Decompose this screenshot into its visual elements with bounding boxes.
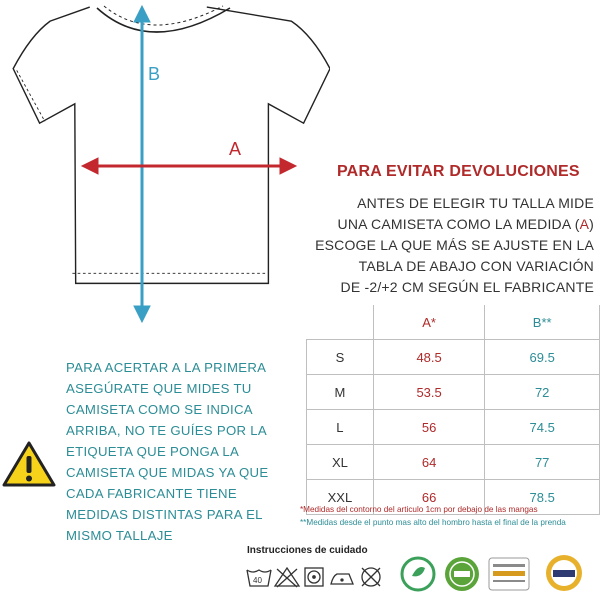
measure-a-cell: 66 xyxy=(373,480,485,515)
measure-a-arrow xyxy=(82,158,296,174)
size-cell: XL xyxy=(307,445,374,480)
note-line: CAMISETA COMO SE INDICA xyxy=(66,402,253,417)
table-row xyxy=(307,375,600,410)
oeko-tex-icon xyxy=(487,556,531,592)
measure-a-cell: 64 xyxy=(373,445,485,480)
iron-low-icon xyxy=(331,574,353,584)
measure-a-cell: 53.5 xyxy=(373,375,485,410)
vegan-cert-icon xyxy=(400,556,436,592)
svg-text:40: 40 xyxy=(253,576,262,585)
intro-line: UNA CAMISETA COMO LA MEDIDA (A) xyxy=(337,216,594,232)
tumble-dry-icon xyxy=(305,568,323,586)
tshirt-diagram xyxy=(0,0,330,330)
tshirt-collar xyxy=(97,8,230,32)
measure-b-arrow xyxy=(134,6,150,322)
footnote-a: *Medidas del contorno del articulo 1cm por debajo de las mangas xyxy=(300,505,538,514)
table-header-cell xyxy=(307,305,374,340)
table-header-cell: B** xyxy=(485,305,600,340)
note-line: ASEGÚRATE QUE MIDES TU xyxy=(66,381,252,396)
size-cell: S xyxy=(307,340,374,375)
table-row xyxy=(307,410,600,445)
table-row xyxy=(307,445,600,480)
measure-b-cell: 78.5 xyxy=(485,480,600,515)
table-row xyxy=(307,340,600,375)
intro-line: ESCOGE LA QUE MÁS SE AJUSTE EN LA xyxy=(315,237,594,253)
care-instructions-title: Instrucciones de cuidado xyxy=(247,545,368,556)
heading: PARA EVITAR DEVOLUCIONES xyxy=(337,163,580,180)
no-bleach-icon xyxy=(275,568,299,587)
wrap-cert-icon xyxy=(545,554,583,592)
intro-line: TABLA DE ABAJO CON VARIACIÓN xyxy=(358,258,594,274)
size-table xyxy=(306,305,600,515)
size-cell: L xyxy=(307,410,374,445)
measure-b-cell: 72 xyxy=(485,375,600,410)
note-line: ETIQUETA QUE PONGA LA xyxy=(66,444,240,459)
measure-b-cell: 69.5 xyxy=(485,340,600,375)
measure-b-cell: 77 xyxy=(485,445,600,480)
table-header-row xyxy=(307,305,600,340)
the-fruit-code-icon xyxy=(444,556,480,592)
no-dry-clean-icon xyxy=(362,568,380,586)
measure-a-cell: 48.5 xyxy=(373,340,485,375)
note-line: MEDIDAS DISTINTAS PARA EL xyxy=(66,507,263,522)
measure-b-cell: 74.5 xyxy=(485,410,600,445)
wash-40-icon xyxy=(247,570,271,586)
table-header-cell: A* xyxy=(373,305,485,340)
footnote-b: **Medidas desde el punto mas alto del hombro hasta el final de la prenda xyxy=(300,518,566,527)
intro-line: DE -2/+2 CM SEGÚN EL FABRICANTE xyxy=(340,279,594,295)
care-icons xyxy=(245,564,395,590)
size-cell: M xyxy=(307,375,374,410)
note-line: ARRIBA, NO TE GUÍES POR LA xyxy=(66,423,268,438)
measure-a-label: A xyxy=(229,139,242,159)
size-cell: XXL xyxy=(307,480,374,515)
note-line: CAMISETA QUE MIDAS YA QUE xyxy=(66,465,269,480)
note-line: PARA ACERTAR A LA PRIMERA xyxy=(66,360,267,375)
tshirt-outline xyxy=(13,7,330,283)
intro-line: ANTES DE ELEGIR TU TALLA MIDE xyxy=(357,195,594,211)
measure-a-cell: 56 xyxy=(373,410,485,445)
note-line: CADA FABRICANTE TIENE xyxy=(66,486,237,501)
warning-icon xyxy=(2,440,56,488)
measure-b-label: B xyxy=(148,64,161,84)
note-line: MISMO TALLAJE xyxy=(66,528,173,543)
